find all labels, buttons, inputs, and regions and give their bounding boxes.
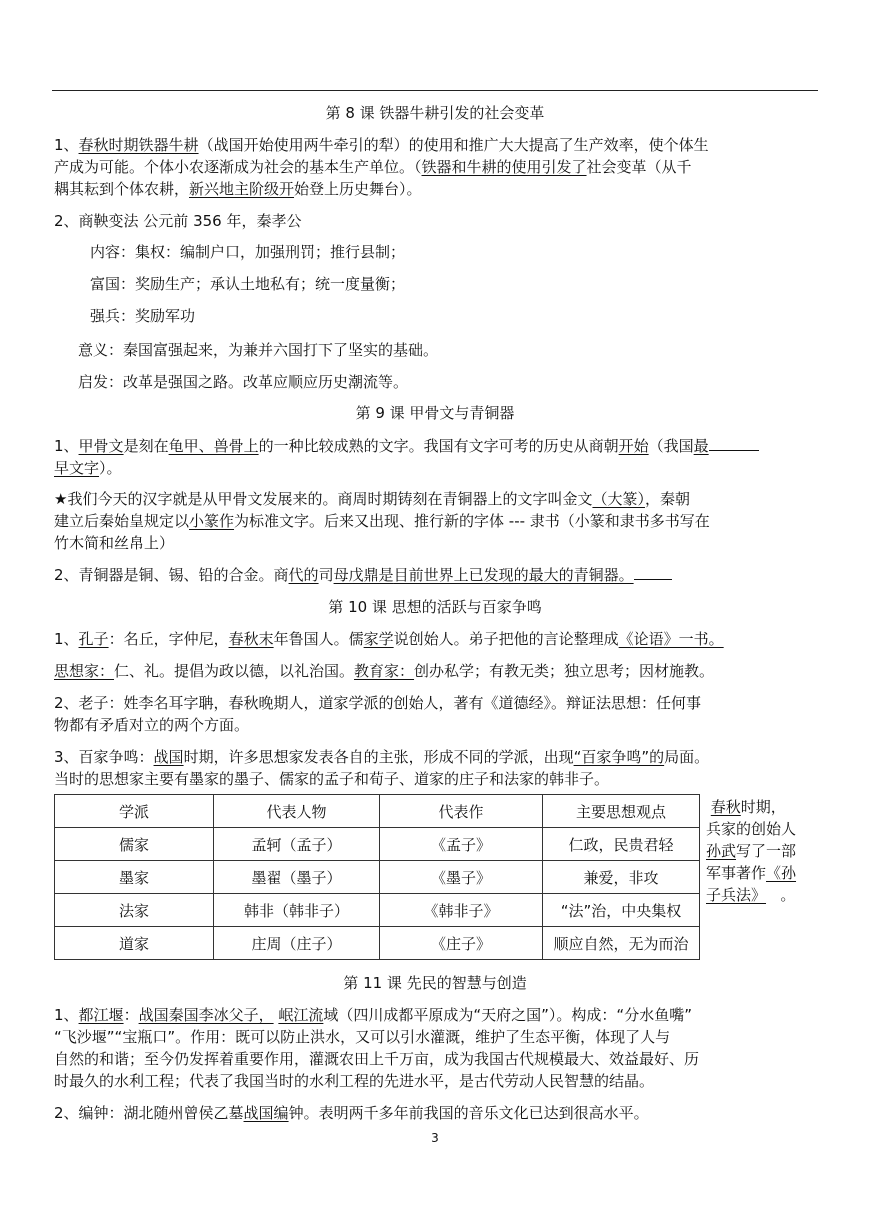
lesson8-p1-line1: 1、春秋时期铁器牛耕（战国开始使用两牛牵引的犁）的使用和推广大大提高了生产效率，使个体生 xyxy=(54,136,709,154)
table-cell: 《庄子》 xyxy=(380,927,543,960)
reform-army: 强兵：奖励军功 xyxy=(90,307,196,325)
table-row xyxy=(55,861,700,894)
table-row xyxy=(55,927,700,960)
table-cell: 顺应自然，无为而治 xyxy=(543,927,700,960)
table-cell: 《孟子》 xyxy=(380,828,543,861)
table-cell: 墨家 xyxy=(55,861,214,894)
table-cell: 孟轲（孟子） xyxy=(214,828,380,861)
table-cell: 韩非（韩非子） xyxy=(214,894,380,927)
table-cell: 《墨子》 xyxy=(380,861,543,894)
schools-table xyxy=(54,794,700,960)
lesson11-title: 第 11 课 先民的智慧与创造 xyxy=(343,974,527,992)
dujiangyan-line3: 自然的和谐；至今仍发挥着重要作用，灌溉农田上千万亩，成为我国古代规模最大、效益最好、历 xyxy=(54,1050,700,1068)
dujiangyan-line2: “飞沙堰”“宝瓶口”。作用：既可以防止洪水，又可以引水灌溉，维护了生态平衡，体现了人与 xyxy=(54,1028,671,1046)
lesson9-star-line2: 建立后秦始皇规定以小篆作为标准文字。后来又出现、推行新的字体 --- 隶书（小篆和隶书多书写在 xyxy=(54,512,710,530)
header-rule xyxy=(52,90,818,91)
reform-content: 内容：集权：编制户口，加强刑罚；推行县制； xyxy=(90,243,406,261)
lesson9-p1-line1: 1、甲骨文是刻在龟甲、兽骨上的一种比较成熟的文字。我国有文字可考的历史从商朝开始（我国最 xyxy=(54,435,814,457)
hundred-schools-line2: 当时的思想家主要有墨家的墨子、儒家的孟子和荀子、道家的庄子和法家的韩非子。 xyxy=(54,770,610,788)
table-header-cell: 主要思想观点 xyxy=(543,795,700,828)
shangyang-reform-head: 2、商鞅变法 公元前 356 年，秦孝公 xyxy=(54,212,302,230)
lesson9-star-line1: ★我们今天的汉字就是从甲骨文发展来的。商周时期铸刻在青铜器上的文字叫金文（大篆），秦朝 xyxy=(54,490,690,508)
table-cell: 兼爱，非攻 xyxy=(543,861,700,894)
table-header-row xyxy=(55,795,700,828)
lesson9-p1-line2: 早文字）。 xyxy=(54,459,122,477)
dujiangyan-line4: 时最久的水利工程；代表了我国当时的水利工程的先进水平，是古代劳动人民智慧的结晶。 xyxy=(54,1072,655,1090)
lesson8-p1-line3: 耦其耘到个体农耕，新兴地主阶级开始登上历史舞台）。 xyxy=(54,180,422,198)
page-number: 3 xyxy=(431,1131,439,1145)
reform-meaning: 意义：秦国富强起来，为兼并六国打下了坚实的基础。 xyxy=(78,341,439,359)
table-cell: 《韩非子》 xyxy=(380,894,543,927)
dujiangyan-line1: 1、都江堰：战国秦国李冰父子， 岷江流域（四川成都平原成为“天府之国”）。构成：“分水鱼嘴” xyxy=(54,1006,692,1024)
table-cell: 庄周（庄子） xyxy=(214,927,380,960)
table-cell: 儒家 xyxy=(55,828,214,861)
lesson8-p1-line2: 产成为可能。个体小农逐渐成为社会的基本生产单位。（铁器和牛耕的使用引发了社会变革（从千 xyxy=(54,158,692,176)
table-cell: 道家 xyxy=(55,927,214,960)
lesson10-title: 第 10 课 思想的活跃与百家争鸣 xyxy=(328,598,542,616)
table-row xyxy=(55,828,700,861)
table-cell: 墨翟（墨子） xyxy=(214,861,380,894)
lesson9-title: 第 9 课 甲骨文与青铜器 xyxy=(355,404,515,422)
laozi-line1: 2、老子：姓李名耳字聃，春秋晚期人，道家学派的创始人，著有《道德经》。辩证法思想：任何事 xyxy=(54,694,702,712)
laozi-line2: 物都有矛盾对立的两个方面。 xyxy=(54,716,250,734)
hundred-schools-line1: 3、百家争鸣：战国时期，许多思想家发表各自的主张，形成不同的学派，出现“百家争鸣”的局面。 xyxy=(54,748,710,766)
lesson10-thinker: 思想家：仁、礼。提倡为政以德，以礼治国。教育家：创办私学；有教无类；独立思考；因材施教。 xyxy=(54,662,715,680)
table-row xyxy=(55,894,700,927)
table-cell: “法”治，中央集权 xyxy=(543,894,700,927)
lesson9-p2: 2、青铜器是铜、锡、铅的合金。商代的司母戊鼎是目前世界上已发现的最大的青铜器。 xyxy=(54,564,814,586)
lesson8-title: 第 8 课 铁器牛耕引发的社会变革 xyxy=(325,104,545,122)
table-cell: 法家 xyxy=(55,894,214,927)
table-header-cell: 代表作 xyxy=(380,795,543,828)
bianzhong-line: 2、编钟：湖北随州曾侯乙墓战国编钟。表明两千多年前我国的音乐文化已达到很高水平。 xyxy=(54,1104,649,1122)
table-cell: 仁政，民贵君轻 xyxy=(543,828,700,861)
lesson10-p1: 1、孔子：名丘，字仲尼，春秋末年鲁国人。儒家学说创始人。弟子把他的言论整理成《论语》一书。 xyxy=(54,630,724,648)
lesson9-star-line3: 竹木简和丝帛上） xyxy=(54,534,175,552)
table-header-cell: 代表人物 xyxy=(214,795,380,828)
reform-rich: 富国：奖励生产；承认土地私有；统一度量衡； xyxy=(90,275,406,293)
table-header-cell: 学派 xyxy=(55,795,214,828)
reform-insight: 启发：改革是强国之路。改革应顺应历史潮流等。 xyxy=(78,373,409,391)
sunwu-sidenote: 春秋时期， 兵家的创始人 孙武写了一部 军事著作《孙 子兵法》 。 xyxy=(706,798,797,904)
